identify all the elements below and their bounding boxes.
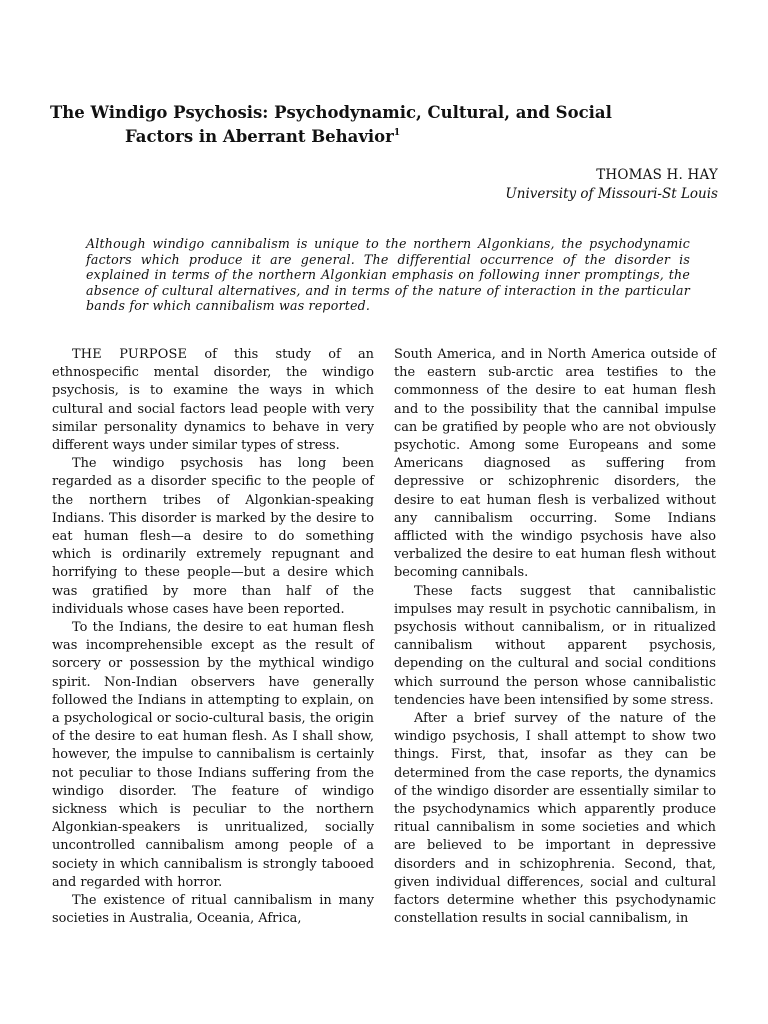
body-column-left — [52, 346, 374, 929]
body-column-right — [394, 346, 716, 929]
paragraph: To the Indians, the desire to eat human flesh was incomprehensible except as the result of sorcery or possession by the mythical windigo spirit. Non-Indian observers have generally followed the Indians in attempting to explain, on a psychological or socio-cultural basis, the origin of the desire to eat human flesh. As I shall show, however, the impulse to cannibalism is certainly not peculiar to those Indians suffering from the windigo disorder. The feature of windigo sickness which is peculiar to the northern Algonkian-speakers is unritualized, socially uncontrolled cannibalism among people of a society in which cannibalism is strongly tabooed and regarded with horror. — [52, 620, 374, 890]
paragraph — [52, 346, 374, 455]
title-line-2-text: Factors in Aberrant Behavior — [125, 127, 394, 146]
abstract: Although windigo cannibalism is unique to the northern Algonkians, the psychodynamic factors which produce it are general. The differential occurrence of the disorder is explained in terms of the northern Algonkian emphasis on following inner promptings, the absence of cultural alternatives, and in terms of the nature of interaction in the particular bands for which cannibalism was reported. — [86, 236, 690, 313]
author-name: THOMAS H. HAY — [596, 167, 718, 183]
paragraph: The existence of ritual cannibalism in many societies in Australia, Oceania, Africa, — [52, 893, 374, 927]
paragraph-text: of this study of an ethnospecific mental disorder, the windigo psychosis, is to examine the ways in which cultural and social factors lead people with very similar personality dynamics to behave in very different ways under similar types of stress. — [52, 347, 374, 454]
article-title — [50, 102, 650, 147]
paragraph-continued: South America, and in North America outside of the eastern sub-arctic area testifies to the commonness of the desire to eat human flesh and to the possibility that the cannibal impulse can be gratified by people who are not obviously psychotic. Among some Europeans and some Americans diagnosed as suffering from depressive or schizophrenic disorders, the desire to eat human flesh is verbalized without any cannibalism occurring. Some Indians afflicted with the windigo psychosis have also verbalized the desire to eat human flesh without becoming cannibals. — [394, 347, 716, 581]
paragraph: These facts suggest that cannibalistic impulses may result in psychotic cannibalism, in psychosis without cannibalism, or in ritualized cannibalism without apparent psychosis, depending on the cultural and social conditions which surround the person whose cannibalistic tendencies have been intensified by some stress. — [394, 583, 716, 708]
author-block — [505, 166, 718, 204]
footnote-marker[interactable]: 1 — [393, 128, 401, 138]
paragraph: The windigo psychosis has long been regarded as a disorder specific to the people of the northern tribes of Algonkian-speaking Indians. This disorder is marked by the desire to eat human flesh—a desire to do something which is ordinarily extremely repugnant and horrifying to these people—but a desire which was gratified by more than half of the individuals whose cases have been reported. — [52, 456, 374, 617]
title-line-1: The Windigo Psychosis: Psychodynamic, Cultural, and Social — [50, 103, 612, 122]
author-affiliation: University of Missouri-St Louis — [505, 186, 718, 202]
paragraph: After a brief survey of the nature of the windigo psychosis, I shall attempt to show two things. First, that, insofar as they can be determined from the case reports, the dynamics of the windigo disorder are essentially similar to the psychodynamics which apparently produce ritual cannibalism in some societies and which are believed to be important in depressive disorders and in schizophrenia. Second, that, given individual differences, social and cultural factors determine whether this psychodynamic constellation results in social cannibalism, in — [394, 711, 716, 927]
lead-in: THE PURPOSE — [72, 347, 188, 362]
title-line-2 — [50, 123, 650, 147]
